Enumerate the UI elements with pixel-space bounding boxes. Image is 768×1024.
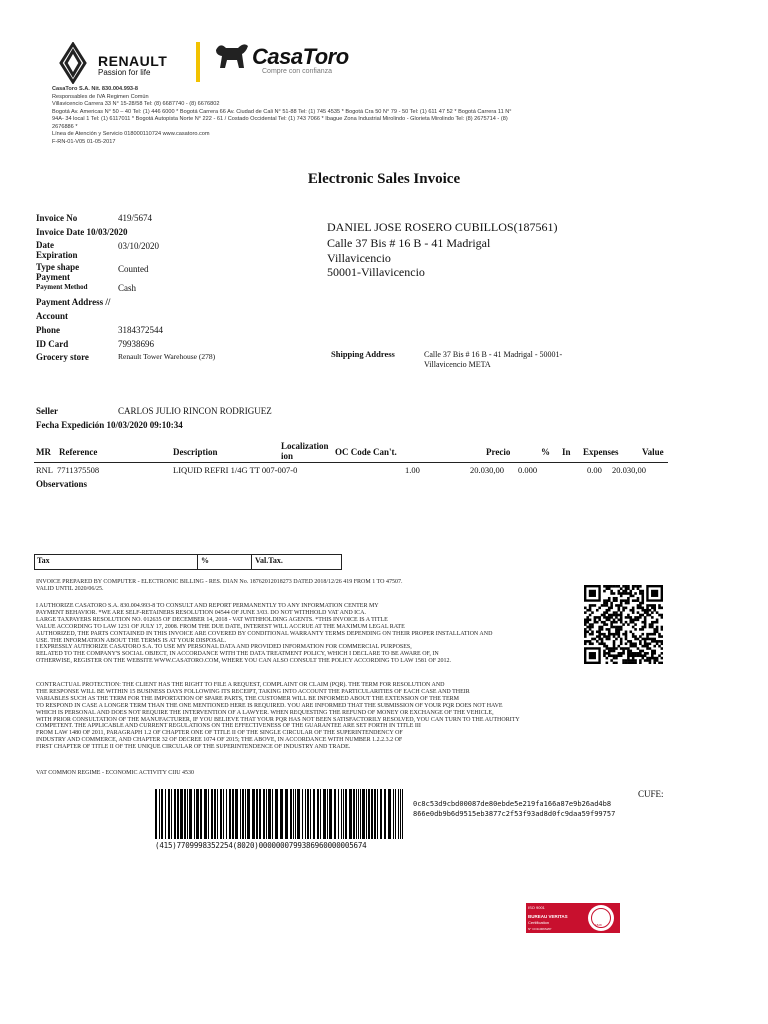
- renault-tagline: Passion for life: [98, 68, 151, 77]
- legal-line: USE. THE INFORMATION ABOUT THE TERMS IS AT YOUR DISPOSAL.: [36, 637, 227, 644]
- type-shape-value: Counted: [118, 264, 149, 274]
- tax-col-percent: %: [201, 556, 209, 565]
- client-address: Calle 37 Bis # 16 B - 41 Madrigal: [327, 236, 491, 250]
- legal-line: WITH PRIOR CONSULTATION OF THE MANUFACTURER, IF YOU BELIEVE THAT YOUR PQR HAS NOT BEEN SATISFACTORILY RESOLVED, YOU CAN TURN TO THE AUTHORITY: [36, 716, 520, 723]
- qr-code-icon: [584, 585, 663, 664]
- legal-vat-regime: VAT COMMON REGIME - ECONOMIC ACTIVITY CIIU 4530: [36, 770, 195, 776]
- type-shape-label: Type shape: [36, 262, 80, 272]
- col-expenses: Expenses: [583, 447, 619, 457]
- shipping-address-line-1: Calle 37 Bis # 16 B - 41 Madrigal - 50001-: [424, 350, 563, 359]
- legal-line: FROM LAW 1480 OF 2011, PARAGRAPH 1.2 OF CHAPTER ONE OF TITLE II OF THE SINGLE CIRCULAR OF THE SUPERINTENDENCY OF: [36, 730, 403, 737]
- col-mr: MR: [36, 447, 51, 457]
- cufe-line-1: 0c8c53d9cbd00087de80ebde5e219fa166a87e9b26ad4b8: [413, 800, 612, 808]
- col-value: Value: [642, 447, 664, 457]
- legal-line: INVOICE PREPARED BY COMPUTER - ELECTRONIC BILLING - RES. DIAN No. 18762012018273 DATED 2018/12/26 419 FROM 1 TO 47507.: [36, 579, 403, 585]
- col-oc-code: OC Code Can't.: [335, 447, 397, 457]
- company-address-1: Villavicencio Carrera 33 N° 15-28/58 Tel: (8) 6687740 - (8) 6676802: [52, 101, 220, 107]
- casatoro-brand-name: CasaToro: [252, 44, 349, 69]
- company-address-4: 2676886 *: [52, 123, 78, 130]
- bureau-veritas-badge: [526, 903, 620, 933]
- col-localization-2: ion: [281, 451, 294, 461]
- payment-method-label: Payment Method: [36, 283, 88, 291]
- col-reference: Reference: [59, 447, 98, 457]
- row-value: 20.030,00: [612, 465, 646, 475]
- tax-col-val: Val.Tax.: [255, 556, 283, 565]
- tax-divider-2: [251, 555, 252, 569]
- row-description: LIQUID REFRI 1/4G TT 007-007-0: [173, 465, 298, 475]
- legal-line: I AUTHORIZE CASATORO S.A. 830.004.993-8 TO CONSULT AND REPORT PERMANENTLY TO ANY INFORMATION CENTER MY: [36, 603, 379, 609]
- col-localization: Localization: [281, 441, 329, 451]
- company-address-3: 94A- 34 local 1 Tel: (1) 6117011 * Bogotá Autopista Norte N° 222 - 61 / Costado Occidental Tel: (1) 743 7066 * Ibague Zona Industrial Mirolindo - Glorieta Mirolindo Tel: (8) 2675714 - (8): [52, 116, 508, 122]
- legal-line: TO RESPOND IN CASE A LONGER TERM THAN THE ONE MENTIONED HERE IS REQUIRED. YOU ARE INFORMED THAT THE SUBMISSION OF YOUR PQR DOES NOT HAVE: [36, 702, 503, 709]
- renault-brand-name: RENAULT: [98, 53, 168, 69]
- barcode-text: (415)7709998352254(8020)0000000799386960000005674: [155, 841, 367, 850]
- observations-label: Observations: [36, 479, 88, 489]
- legal-authorization: [36, 603, 556, 665]
- bull-logo-icon: [212, 40, 252, 74]
- legal-line: VALUE ACCORDING TO LAW 1231 OF JULY 17, 2008. FROM THE DUE DATE, INTEREST WILL ACCRUE AT THE MAXIMUM LEGAL RATE: [36, 623, 405, 630]
- client-postal: 50001-Villavicencio: [327, 265, 425, 279]
- invoice-date-label: Invoice Date 10/03/2020: [36, 227, 128, 237]
- legal-line: VALID UNTIL 2020/06/25.: [36, 585, 104, 592]
- certification-seal-icon: [588, 905, 614, 931]
- legal-line: OTHERWISE, REGISTER ON THE WEBSITE WWW.CASATORO.COM, WHERE YOU CAN ALSO CONSULT THE POLICY ACCORDING TO LAW 1581 OF 2012.: [36, 658, 452, 665]
- legal-line: FIRST CHAPTER OF TITLE II OF THE UNIQUE CIRCULAR OF THE SUPERINTENDENCE OF INDUSTRY AND TRADE.: [36, 744, 351, 751]
- row-expenses: 0.00: [587, 465, 602, 475]
- seller-name: CARLOS JULIO RINCON RODRIGUEZ: [118, 406, 272, 416]
- col-description: Description: [173, 447, 218, 457]
- page-title: Electronic Sales Invoice: [307, 171, 461, 187]
- company-info: [52, 86, 512, 146]
- legal-line: INDUSTRY AND COMMERCE, AND CHAPTER 32 OF DECREE 1074 OF 2015; THE ABOVE, IN ACCORDANCE WITH NUMBER 1.2.2.3.2 OF: [36, 737, 403, 744]
- id-card-label: ID Card: [36, 339, 69, 349]
- bureau-veritas-cert: Certification: [528, 920, 550, 925]
- payment-address-label: Payment Address //: [36, 297, 111, 307]
- legal-line: AUTHORIZED, THE PARTS CONTAINED IN THIS INVOICE ARE COVERED BY CONDITIONAL WARRANTY TERMS DEPENDING ON THEIR PROPER INSTALLATION AND: [36, 630, 493, 637]
- row-mr: RNL: [36, 465, 53, 475]
- col-in: In: [562, 447, 571, 457]
- iso-label: ISO 9001: [528, 905, 545, 910]
- expiration-date-label-2: Expiration: [36, 250, 78, 260]
- grocery-store-value: Renault Tower Warehouse (278): [118, 352, 216, 361]
- col-precio: Precio: [486, 447, 511, 457]
- company-nit: CasaToro S.A. Nit. 830.004.993-8: [52, 86, 139, 92]
- brand-divider: [196, 42, 200, 82]
- tax-divider-1: [197, 555, 198, 569]
- company-address-2: Bogotá Av. Americas N° 50 – 40 Tel: (1) 446 6000 * Bogotá Carrera 66 Av. Ciudad de Cali N° 51-88 Tel: (1) 745 4535 * Bogotá Cra 50 N° 79 - 50 Tel: (1) 611 47 52 * Bogotá Carrera 11 N°: [52, 108, 512, 115]
- shipping-address-line-2: Villavicencio META: [424, 360, 491, 369]
- tax-col-tax: Tax: [37, 556, 50, 565]
- legal-line: THE RESPONSE WILL BE WITHIN 15 BUSINESS DAYS FOLLOWING ITS RECEIPT, TAKING INTO ACCOUNT THE PARTICULARITIES OF EACH CASE AND THEIR: [36, 688, 470, 695]
- shipping-address-label: Shipping Address: [331, 349, 395, 359]
- company-service-line: Línea de Atención y Servicio 018000110724 www.casatoro.com: [52, 131, 210, 137]
- company-regime: Responsables de IVA Regimen Común: [52, 93, 149, 100]
- grocery-store-label: Grocery store: [36, 352, 89, 362]
- expiration-date-value: 03/10/2020: [118, 241, 160, 251]
- legal-line: I EXPRESSLY AUTHORIZE CASATORO S.A. TO USE MY PERSONAL DATA AND PROVIDED INFORMATION FOR COMMERCIAL PURPOSES,: [36, 644, 412, 651]
- barcode-icon: [155, 789, 405, 839]
- legal-line: RELATED TO THE COMPANY'S SOCIAL OBJECT, IN ACCORDANCE WITH THE DATA TREATMENT POLICY, WHICH I DECLARE TO BE AWARE OF, IN: [36, 651, 439, 658]
- client-city: Villavicencio: [327, 251, 391, 265]
- table-header-rule: [34, 462, 668, 463]
- seal-year: 1828: [595, 923, 602, 927]
- tax-table: [34, 554, 342, 570]
- seller-label: Seller: [36, 406, 58, 416]
- invoice-no-value: 419/5674: [118, 213, 153, 223]
- renault-logo-icon: [52, 42, 94, 84]
- type-shape-label-2: Payment: [36, 272, 70, 282]
- legal-line: PAYMENT BEHAVIOR. *WE ARE SELF-RETAINERS RESOLUTION 04544 OF JUNE 3/03. DO NOT WITHHOLD VAT AND ICA.: [36, 609, 366, 616]
- expiration-date-label: Date: [36, 240, 54, 250]
- client-name: DANIEL JOSE ROSERO CUBILLOS(187561): [327, 220, 558, 234]
- legal-resolution: [36, 579, 556, 593]
- account-label: Account: [36, 311, 68, 321]
- payment-method-value: Cash: [118, 283, 136, 293]
- issue-date: Fecha Expedición 10/03/2020 09:10:34: [36, 420, 183, 430]
- legal-contractual-protection: [36, 682, 556, 751]
- row-reference: 7711375508: [57, 465, 100, 475]
- bureau-veritas-small: N° CO11006SI/IP: [528, 927, 552, 931]
- legal-line: WHICH IS PERSONAL AND DOES NOT REQUIRE THE INTERVENTION OF A LAWYER. WHEN REQUESTING THE REFUND OF MONEY OR EXCHANGE OF THE VEHICLE,: [36, 709, 494, 716]
- company-form-code: F-RN-01-V05 01-05-2017: [52, 138, 116, 145]
- row-precio: 20.030,00: [470, 465, 504, 475]
- row-percent: 0.000: [518, 465, 538, 475]
- legal-line: COMPETENT. THE APPLICABLE AND CURRENT REGULATIONS ON THE EFFECTIVENESS OF THE GUARANTEE ARE SET FORTH IN TITLE III: [36, 723, 421, 730]
- id-card-value: 79938696: [118, 339, 154, 349]
- cufe-line-2: 866e0db9b6d9515eb3877c2f53f93ad8d0fc9daa59f99757: [413, 810, 616, 818]
- col-percent: %: [541, 447, 550, 457]
- row-quantity: 1.00: [405, 465, 420, 475]
- legal-line: LARGE TAXPAYERS RESOLUTION NO. 012635 OF DECEMBER 14, 2018 - VAT WITHHOLDING AGENTS. *THIS INVOICE IS A TITLE: [36, 616, 388, 623]
- phone-label: Phone: [36, 325, 61, 335]
- legal-line: VARIABLES SUCH AS THE TERM FOR THE IMPORTATION OF SPARE PARTS, THE CUSTOMER WILL BE INFORMED ABOUT THE EXTENSION OF THE TERM: [36, 695, 459, 702]
- casatoro-tagline: Compre con confianza: [262, 68, 333, 75]
- legal-line: CONTRACTUAL PROTECTION: THE CLIENT HAS THE RIGHT TO FILE A REQUEST, COMPLAINT OR CLAIM (PQR). THE TERM FOR RESOLUTION AND: [36, 682, 445, 688]
- invoice-no-label: Invoice No: [36, 213, 78, 223]
- phone-value: 3184372544: [118, 325, 163, 335]
- bureau-veritas-name: BUREAU VERITAS: [528, 914, 568, 919]
- cufe-label: CUFE:: [638, 789, 664, 799]
